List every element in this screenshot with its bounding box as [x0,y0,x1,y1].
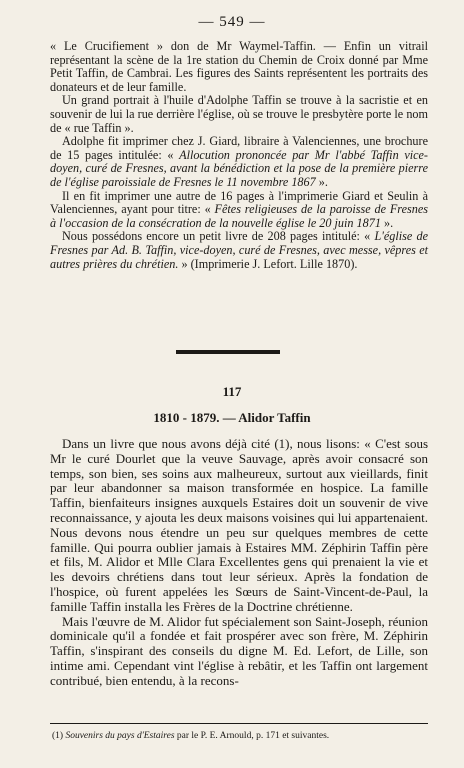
paragraph-portrait: Un grand portrait à l'huile d'Adolphe Taffin se trouve à la sacristie et en souvenir de lui la rue derrière l'église, où se trouve le presbytère porte le nom de « rue Taffin ». [50,93,428,135]
paragraph-petit-livre: Nous possédons encore un petit livre de 208 pages intitulé: « L'église de Fresnes par Ad. B. Taffin, vice-doyen, curé de Fresnes, avec messe, vêpres et autres prières du chrétien. » (Imprimerie J. Lefort. Lille 1870). [50,229,428,271]
paragraph-brochure-allocution: Adolphe fit imprimer chez J. Giard, libraire à Valenciennes, une brochure de 15 pages intitulée: « Allocution prononcée par Mr l'abbé Taffin vice-doyen, curé de Fresnes, avant la bénédiction et la pose de la première pierre de l'église paroissiale de Fresnes le 11 novembre 1867 ». [50,134,428,189]
paragraph-hospice: Dans un livre que nous avons déjà cité (1), nous lisons: « C'est sous Mr le curé Dourlet que la veuve Sauvage, après avoir consacré son temps, son bien, ses soins aux malheureux, surtout aux vieillards, finit par leur abandonner sa maison transformée en hospice. La famille Taffin, bienfaiteurs insignes auxquels Estaires doit un souvenir de vive reconnaissance, y ajouta les deux maisons voisines qui lui appartenaient. Nous devons nous étendre un peu sur quelques membres de cette famille. Qui pourra oublier jamais à Estaires MM. Zéphirin Taffin père et fils, M. Alidor et Mlle Clara Excellentes gens qui prenaient la vie et les devoirs chrétiens dans tout leur sérieux. Après la fondation de l'hospice, où furent appelées les Sœurs de Saint-Vincent-de-Paul, la famille Taffin installa les Frères de la Doctrine chrétienne. [50,436,428,614]
footnote-book-title: Souvenirs du pays d'Estaires [65,731,175,741]
upper-text-block [50,40,428,271]
paragraph-crucifiement: « Le Crucifiement » don de Mr Waymel-Taffin. — Enfin un vitrail représentant la scène de la 1re station du Chemin de Croix donné par Mme Petit Taffin, de Cambrai. Les figures des Saints représentent les portraits des donateurs et de leur famille. [50,39,428,94]
section-title: 1810 - 1879. — Alidor Taffin [153,410,311,425]
section-divider [176,350,280,354]
paragraph-brochure-fetes: Il en fit imprimer une autre de 16 pages à l'imprimerie Giard et Seulin à Valenciennes, ayant pour titre: « Fêtes religieuses de la paroisse de Fresnes à l'occasion de la consécration de la nouvelle église le 20 juin 1871 ». [50,188,428,230]
paragraph-saint-joseph: Mais l'œuvre de M. Alidor fut spécialement son Saint-Joseph, réunion dominicale qu'il a fondée et fait prospérer avec son frère, M. Zéphirin Taffin, s'inspirant des conseils du digne M. Ed. Lefort, de Lille, son intime ami. Cependant vint l'église à rebâtir, et les Taffin ont largement contribué, bien entendu, à la recons- [50,613,428,688]
title-eglise-de-fresnes: L'église de Fresnes par Ad. B. Taffin, vice-doyen, curé de Fresnes, avec messe, vêpres et autres prières du chrétien. [50,229,428,271]
title-fetes: Fêtes religieuses de la paroisse de Fresnes à l'occasion de la consécration de la nouvelle église le 20 juin 1871 [50,202,428,230]
footnote: (1) Souvenirs du pays d'Estaires par le P. E. Arnould, p. 171 et suivantes. [52,731,330,741]
footnote-rule [50,723,428,724]
section-number: 117 [222,384,242,399]
lower-text-block [50,437,428,689]
title-allocution: Allocution prononcée par Mr l'abbé Taffin vice-doyen, curé de Fresnes, avant la bénédiction et la pose de la première pierre de l'église paroissiale de Fresnes le 11 novembre 1867 [50,147,428,189]
page-number: — 549 — [198,14,266,30]
